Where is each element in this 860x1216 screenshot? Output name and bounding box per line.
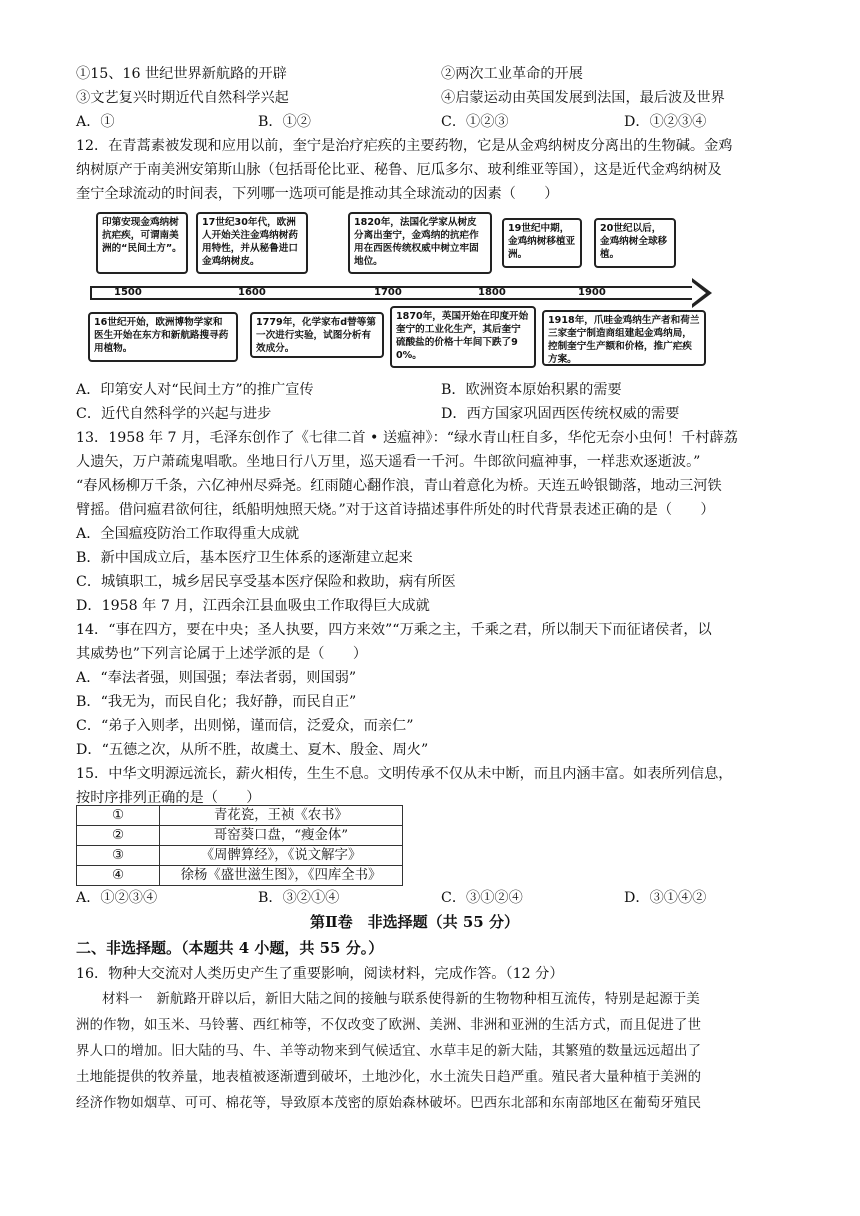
table-row — [77, 846, 403, 866]
q16-stem: 16．物种大交流对人类历史产生了重要影响，阅读材料，完成作答。（12 分） — [76, 966, 564, 982]
q14-option-a: A．“奉法者强，则国强；奉法者弱，则国弱” — [76, 670, 357, 686]
q13-stem-line: 臂摇。借问瘟君欲何往，纸船明烛照天烧。”对于这首诗描述事件所处的时代背景表述正确的是（ ） — [76, 502, 715, 518]
table-cell-num: ③ — [77, 846, 160, 866]
q11-option-c: C．①②③ — [441, 114, 509, 130]
q11-item-3: ③文艺复兴时期近代自然科学兴起 — [76, 90, 289, 106]
table-cell-text: 哥窑葵口盘，“瘦金体” — [160, 826, 403, 846]
q14-option-c: C．“弟子入则孝，出则悌，谨而信，泛爱众，而亲仁” — [76, 718, 414, 734]
q12-option-a: A．印第安人对“民间土方”的推广宣传 — [76, 382, 314, 398]
timeline-year: 1800 — [478, 287, 506, 298]
q15-stem-line: 按时序排列正确的是（ ） — [76, 790, 261, 806]
q15-option-a: A．①②③④ — [76, 890, 158, 906]
table-row — [77, 866, 403, 886]
table-cell-num: ② — [77, 826, 160, 846]
q12-stem-line: 奎宁全球流动的时间表，下列哪一选项可能是推动其全球流动的因素（ ） — [76, 186, 559, 202]
q14-option-b: B．“我无为，而民自化；我好静，而民自正” — [76, 694, 357, 710]
q16-material-line: 土地能提供的牧养量，地表植被逐渐遭到破坏，土地沙化，水土流失日趋严重。殖民者大量种植于美洲的 — [76, 1070, 702, 1085]
q11-option-a: A．① — [76, 114, 115, 130]
q12-stem-line: 纳树原产于南美洲安第斯山脉（包括哥伦比亚、秘鲁、厄瓜多尔、玻利维亚等国），这是近代金鸡纳树及 — [76, 162, 722, 178]
q16-material-line: 材料一 新航路开辟以后，新旧大陆之间的接触与联系使得新的生物物种相互流传，特别是起源于美 — [102, 992, 700, 1007]
table-cell-text: 《周髀算经》，《说文解字》 — [160, 846, 403, 866]
q15-option-c: C．③①②④ — [441, 890, 523, 906]
timeline-year: 1900 — [578, 287, 606, 298]
q11-option-d: D．①②③④ — [624, 114, 707, 130]
q15-option-b: B．③②①④ — [258, 890, 340, 906]
q16-material-line: 洲的作物，如玉米、马铃薯、西红柿等，不仅改变了欧洲、美洲、非洲和亚洲的生活方式，而且促进了世 — [76, 1018, 702, 1033]
timeline-top-box: 印第安现金鸡纳树抗疟疾，可谓南美洲的“民间土方”。 — [96, 212, 188, 274]
q13-stem-line: “春风杨柳万千条，六亿神州尽舜尧。红雨随心翻作浪，青山着意化为桥。天连五岭银锄落，地动三河铁 — [76, 478, 722, 494]
table-row — [77, 806, 403, 826]
q16-material-line: 经济作物如烟草、可可、棉花等，导致原本茂密的原始森林破坏。巴西东北部和东南部地区在葡萄牙殖民 — [76, 1096, 702, 1111]
q13-option-b: B．新中国成立后，基本医疗卫生体系的逐渐建立起来 — [76, 550, 413, 566]
timeline-top-box: 20世纪以后，金鸡纳树全球移植。 — [594, 218, 676, 268]
table-cell-text: 徐杨《盛世滋生图》，《四库全书》 — [160, 866, 403, 886]
timeline-bottom-box: 1918年，爪哇金鸡纳生产者和荷兰三家奎宁制造商组建起金鸡纳局，控制奎宁生产额和价格，推广疟疾方案。 — [542, 310, 706, 366]
timeline-year: 1600 — [238, 287, 266, 298]
timeline-arrow-head-inner — [692, 282, 706, 304]
timeline-year: 1500 — [114, 287, 142, 298]
table-row — [77, 826, 403, 846]
timeline-year: 1700 — [374, 287, 402, 298]
q14-stem-line: 其威势也”下列言论属于上述学派的是（ ） — [76, 646, 368, 662]
q12-stem-line: 12．在青蒿素被发现和应用以前，奎宁是治疗疟疾的主要药物，它是从金鸡纳树皮分离出的生物碱。金鸡 — [76, 138, 733, 154]
q14-option-d: D．“五德之次，从所不胜，故虞土、夏木、殷金、周火” — [76, 742, 429, 758]
q12-option-b: B．欧洲资本原始积累的需要 — [441, 382, 622, 398]
q13-stem-line: 13．1958 年 7 月，毛泽东创作了《七律二首 • 送瘟神》：“绿水青山枉自多，华佗无奈小虫何！千村薜荔 — [76, 430, 738, 446]
timeline-top-box: 17世纪30年代，欧洲人开始关注金鸡纳树药用特性，并从秘鲁进口金鸡纳树皮。 — [196, 212, 308, 274]
q11-option-b: B．①② — [258, 114, 311, 130]
table-cell-text: 青花瓷，王祯《农书》 — [160, 806, 403, 826]
q16-material-line: 界人口的增加。旧大陆的马、牛、羊等动物来到气候适宜、水草丰足的新大陆，其繁殖的数量远远超出了 — [76, 1044, 702, 1059]
q15-option-d: D．③①④② — [624, 890, 707, 906]
q15-table — [76, 805, 403, 886]
section-title: 第Ⅱ卷 非选择题（共 55 分） — [310, 913, 519, 931]
q13-option-d: D．1958 年 7 月，江西余江县血吸虫工作取得巨大成就 — [76, 598, 430, 614]
timeline-top-box: 19世纪中期，金鸡纳树移植亚洲。 — [502, 218, 582, 268]
q11-item-1: ①15、16 世纪世界新航路的开辟 — [76, 66, 287, 82]
q13-option-c: C．城镇职工，城乡居民享受基本医疗保险和救助，病有所医 — [76, 574, 456, 590]
table-cell-num: ① — [77, 806, 160, 826]
q12-option-c: C．近代自然科学的兴起与进步 — [76, 406, 272, 422]
timeline-bottom-box: 16世纪开始，欧洲博物学家和医生开始在东方和新航路搜寻药用植物。 — [88, 312, 238, 362]
q13-stem-line: 人遗矢，万户萧疏鬼唱歌。坐地日行八万里，巡天遥看一千河。牛郎欲问瘟神事，一样悲欢逐逝波。” — [76, 454, 701, 470]
q11-item-2: ②两次工业革命的开展 — [441, 66, 583, 82]
q14-stem-line: 14．“事在四方，要在中央；圣人执要，四方来效”“万乘之主，千乘之君，所以制天下而征诸侯者，以 — [76, 622, 712, 638]
section-heading: 二、非选择题。（本题共 4 小题，共 55 分。） — [76, 939, 384, 957]
timeline-bottom-box: 1779年，化学家布d替等第一次进行实验，试图分析有效成分。 — [250, 312, 384, 358]
q13-option-a: A．全国瘟疫防治工作取得重大成就 — [76, 526, 300, 542]
timeline-top-box: 1820年，法国化学家从树皮分离出奎宁，金鸡纳的抗疟作用在西医传统权威中树立牢固地位。 — [348, 212, 492, 274]
timeline-bottom-box: 1870年，英国开始在印度开始奎宁的工业化生产，其后奎宁硫酸盐的价格十年间下跌了90%。 — [390, 306, 536, 368]
q12-option-d: D．西方国家巩固西医传统权威的需要 — [441, 406, 680, 422]
table-cell-num: ④ — [77, 866, 160, 886]
q15-stem-line: 15．中华文明源远流长，薪火相传，生生不息。文明传承不仅从未中断，而且内涵丰富。如表所列信息， — [76, 766, 733, 782]
quinine-timeline — [82, 212, 722, 370]
q11-item-4: ④启蒙运动由英国发展到法国，最后波及世界 — [441, 90, 725, 106]
